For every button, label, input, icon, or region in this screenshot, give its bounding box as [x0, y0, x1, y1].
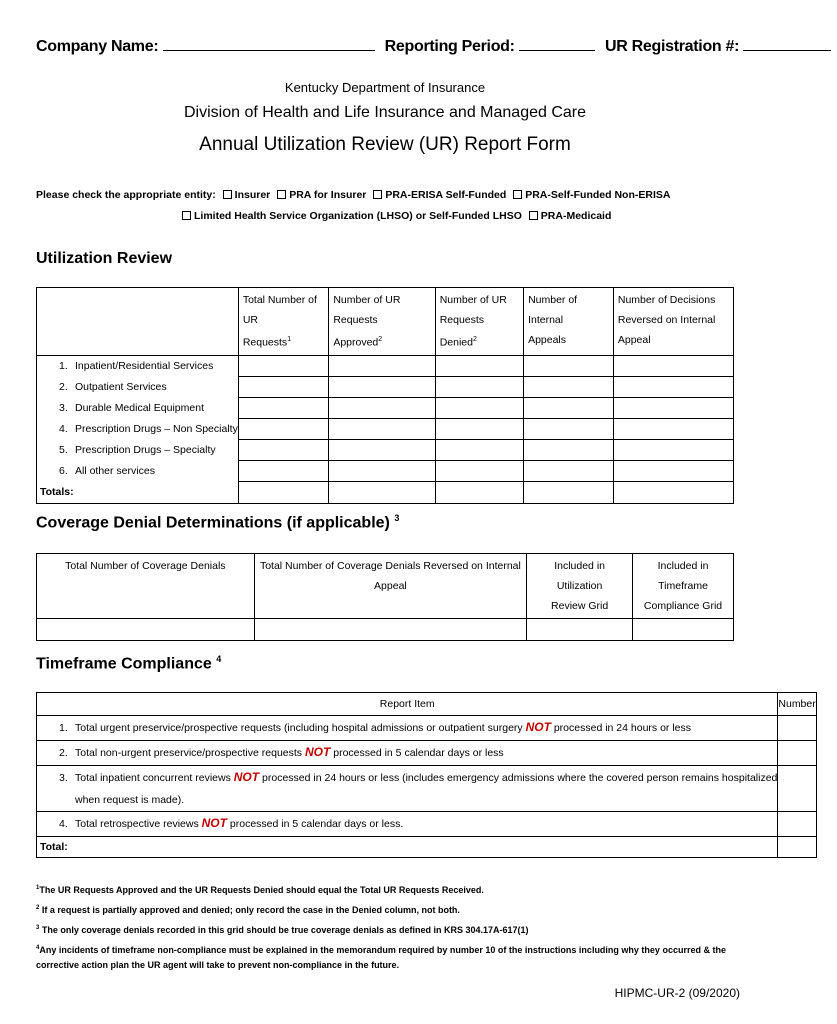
cd-col-in-ur-grid: Included in Utilization Review Grid	[527, 554, 633, 619]
timeframe-header-row	[37, 693, 817, 716]
ur-cell[interactable]	[613, 355, 733, 377]
ur-cell[interactable]	[238, 419, 329, 440]
ur-cell[interactable]	[435, 440, 523, 461]
ur-cell[interactable]	[524, 377, 614, 398]
tf-row-label: 3. Total inpatient concurrent reviews NOT processed in 24 hours or less (includes emergency admissions where the covered person remains hospitalized when request is made).	[37, 766, 778, 812]
utilization-review-heading: Utilization Review	[36, 250, 173, 267]
ur-cell[interactable]	[435, 398, 523, 419]
table-row	[37, 619, 734, 641]
footnote-4: $^4$Any incidents of timeframe non-compliance must be explained in the memorandum required by number 10 of the instructions including why they occurred & the corrective action plan the UR agent will take to prevent non-compliance in the future.	[36, 945, 726, 970]
lhso-checkbox[interactable]	[182, 211, 191, 220]
ur-cell[interactable]	[435, 482, 523, 504]
pra-erisa-checkbox[interactable]	[373, 190, 382, 199]
insurer-option-label: Insurer	[234, 189, 271, 201]
table-row	[37, 461, 734, 482]
ur-cell[interactable]	[613, 419, 733, 440]
ur-cell[interactable]	[524, 482, 614, 504]
reporting-period-field[interactable]	[519, 36, 595, 51]
ur-cell[interactable]	[613, 398, 733, 419]
ur-row-label: 2. Outpatient Services	[37, 377, 239, 398]
ur-cell[interactable]	[435, 377, 523, 398]
ur-cell[interactable]	[238, 482, 329, 504]
ur-col-denied: Number of UR Requests Denied$^2$	[435, 288, 523, 356]
lhso-option-label: Limited Health Service Organization (LHSO) or Self-Funded LHSO	[194, 210, 522, 222]
ur-cell[interactable]	[435, 419, 523, 440]
pra-erisa-option-label: PRA-ERISA Self-Funded	[385, 189, 507, 201]
ur-row-label: 1. Inpatient/Residential Services	[37, 355, 239, 377]
table-row	[37, 766, 817, 812]
cd-cell[interactable]	[254, 619, 527, 641]
tf-col-number: Number	[778, 693, 816, 716]
ur-cell[interactable]	[238, 355, 329, 377]
ur-col-internal-appeals: Number of Internal Appeals	[524, 288, 614, 356]
ur-row-label: 6. All other services	[37, 461, 239, 482]
tf-row-label: 1. Total urgent preservice/prospective requests (including hospital admissions or outpatient surgery NOT processed in 24 hours or less	[37, 716, 778, 741]
ur-cell[interactable]	[238, 398, 329, 419]
ur-cell[interactable]	[524, 440, 614, 461]
pra-non-erisa-checkbox[interactable]	[513, 190, 522, 199]
pra-insurer-option-label: PRA for Insurer	[289, 189, 367, 201]
footnote-3: $^3$ The only coverage denials recorded in this grid should be true coverage denials as defined in KRS 304.17A-617(1)	[36, 925, 529, 935]
table-row	[37, 741, 817, 766]
table-row	[37, 812, 817, 837]
cd-col-reversed: Total Number of Coverage Denials Reversed on Internal Appeal	[254, 554, 527, 619]
ur-cell[interactable]	[329, 355, 435, 377]
ur-header-blank	[37, 288, 239, 356]
ur-cell[interactable]	[238, 461, 329, 482]
tf-total-label: Total:	[37, 837, 778, 858]
cd-col-total-denials: Total Number of Coverage Denials	[37, 554, 255, 619]
table-row	[37, 377, 734, 398]
table-row	[37, 355, 734, 377]
pra-non-erisa-option-label: PRA-Self-Funded Non-ERISA	[525, 189, 671, 201]
pra-medicaid-option-label: PRA-Medicaid	[540, 210, 612, 222]
division-name: Division of Health and Life Insurance and Managed Care	[183, 104, 587, 121]
cd-cell[interactable]	[37, 619, 255, 641]
tf-total-row	[37, 837, 817, 858]
tf-number-cell[interactable]	[778, 716, 816, 741]
tf-number-cell[interactable]	[778, 741, 816, 766]
tf-col-report-item: Report Item	[37, 693, 778, 716]
tf-number-cell[interactable]	[778, 837, 816, 858]
ur-cell[interactable]	[435, 461, 523, 482]
ur-cell[interactable]	[613, 440, 733, 461]
ur-cell[interactable]	[329, 440, 435, 461]
table-row	[37, 440, 734, 461]
tf-number-cell[interactable]	[778, 812, 816, 837]
ur-totals-row	[37, 482, 734, 504]
pra-medicaid-checkbox[interactable]	[529, 211, 538, 220]
ur-row-label: 4. Prescription Drugs – Non Specialty	[37, 419, 239, 440]
tf-row-label: 2. Total non-urgent preservice/prospective requests NOT processed in 5 calendar days or less	[37, 741, 778, 766]
footnote-2: $^2$ If a request is partially approved and denied; only record the case in the Denied column, not both.	[36, 905, 460, 915]
ur-cell[interactable]	[329, 482, 435, 504]
tf-row-label: 4. Total retrospective reviews NOT processed in 5 calendar days or less.	[37, 812, 778, 837]
coverage-header-row	[37, 554, 734, 619]
ur-cell[interactable]	[329, 461, 435, 482]
form-code: HIPMC-UR-2 (09/2020)	[614, 986, 740, 1000]
ur-cell[interactable]	[329, 419, 435, 440]
reporting-period-label: Reporting Period:	[384, 38, 515, 55]
coverage-denial-heading: Coverage Denial Determinations (if applicable) $^3$	[36, 513, 400, 532]
ur-col-reversed: Number of Decisions Reversed on Internal Appeal	[613, 288, 733, 356]
footnote-1: $^1$The UR Requests Approved and the UR Requests Denied should equal the Total UR Requests Received.	[36, 885, 484, 895]
ur-cell[interactable]	[524, 355, 614, 377]
timeframe-table	[36, 692, 817, 858]
utilization-review-table	[36, 287, 734, 504]
company-name-label: Company Name:	[36, 38, 159, 55]
ur-cell[interactable]	[238, 440, 329, 461]
cd-cell[interactable]	[527, 619, 633, 641]
entity-check-line-1	[36, 189, 670, 201]
ur-cell[interactable]	[524, 461, 614, 482]
ur-cell[interactable]	[238, 377, 329, 398]
ur-row-label: 5. Prescription Drugs – Specialty	[37, 440, 239, 461]
entity-check-line-2	[178, 210, 611, 222]
timeframe-heading: Timeframe Compliance $^4$	[36, 654, 222, 673]
ur-cell[interactable]	[435, 355, 523, 377]
cd-col-in-timeframe-grid: Included in Timeframe Compliance Grid	[633, 554, 734, 619]
insurer-checkbox[interactable]	[223, 190, 232, 199]
ur-col-approved: Number of UR Requests Approved$^2$	[329, 288, 435, 356]
ur-registration-field[interactable]	[743, 36, 831, 51]
pra-insurer-checkbox[interactable]	[277, 190, 286, 199]
ur-registration-label: UR Registration #:	[605, 38, 740, 55]
ur-header-row	[37, 288, 734, 356]
ur-cell[interactable]	[329, 398, 435, 419]
ur-totals-label: Totals:	[37, 482, 239, 504]
table-row	[37, 716, 817, 741]
ur-row-label: 3. Durable Medical Equipment	[37, 398, 239, 419]
ur-cell[interactable]	[613, 482, 733, 504]
report-header	[36, 36, 837, 56]
ur-cell[interactable]	[613, 377, 733, 398]
agency-name: Kentucky Department of Insurance	[284, 80, 486, 95]
table-row	[37, 398, 734, 419]
coverage-denial-table	[36, 553, 734, 641]
form-title: Annual Utilization Review (UR) Report Form	[199, 134, 571, 155]
ur-cell[interactable]	[524, 419, 614, 440]
ur-col-total-requests: Total Number of UR Requests$^1$	[238, 288, 329, 356]
ur-cell[interactable]	[329, 377, 435, 398]
ur-cell[interactable]	[524, 398, 614, 419]
company-name-field[interactable]	[163, 36, 375, 51]
table-row	[37, 419, 734, 440]
ur-cell[interactable]	[613, 461, 733, 482]
entity-prompt: Please check the appropriate entity:	[36, 189, 216, 201]
cd-cell[interactable]	[633, 619, 734, 641]
tf-number-cell[interactable]	[778, 766, 816, 812]
